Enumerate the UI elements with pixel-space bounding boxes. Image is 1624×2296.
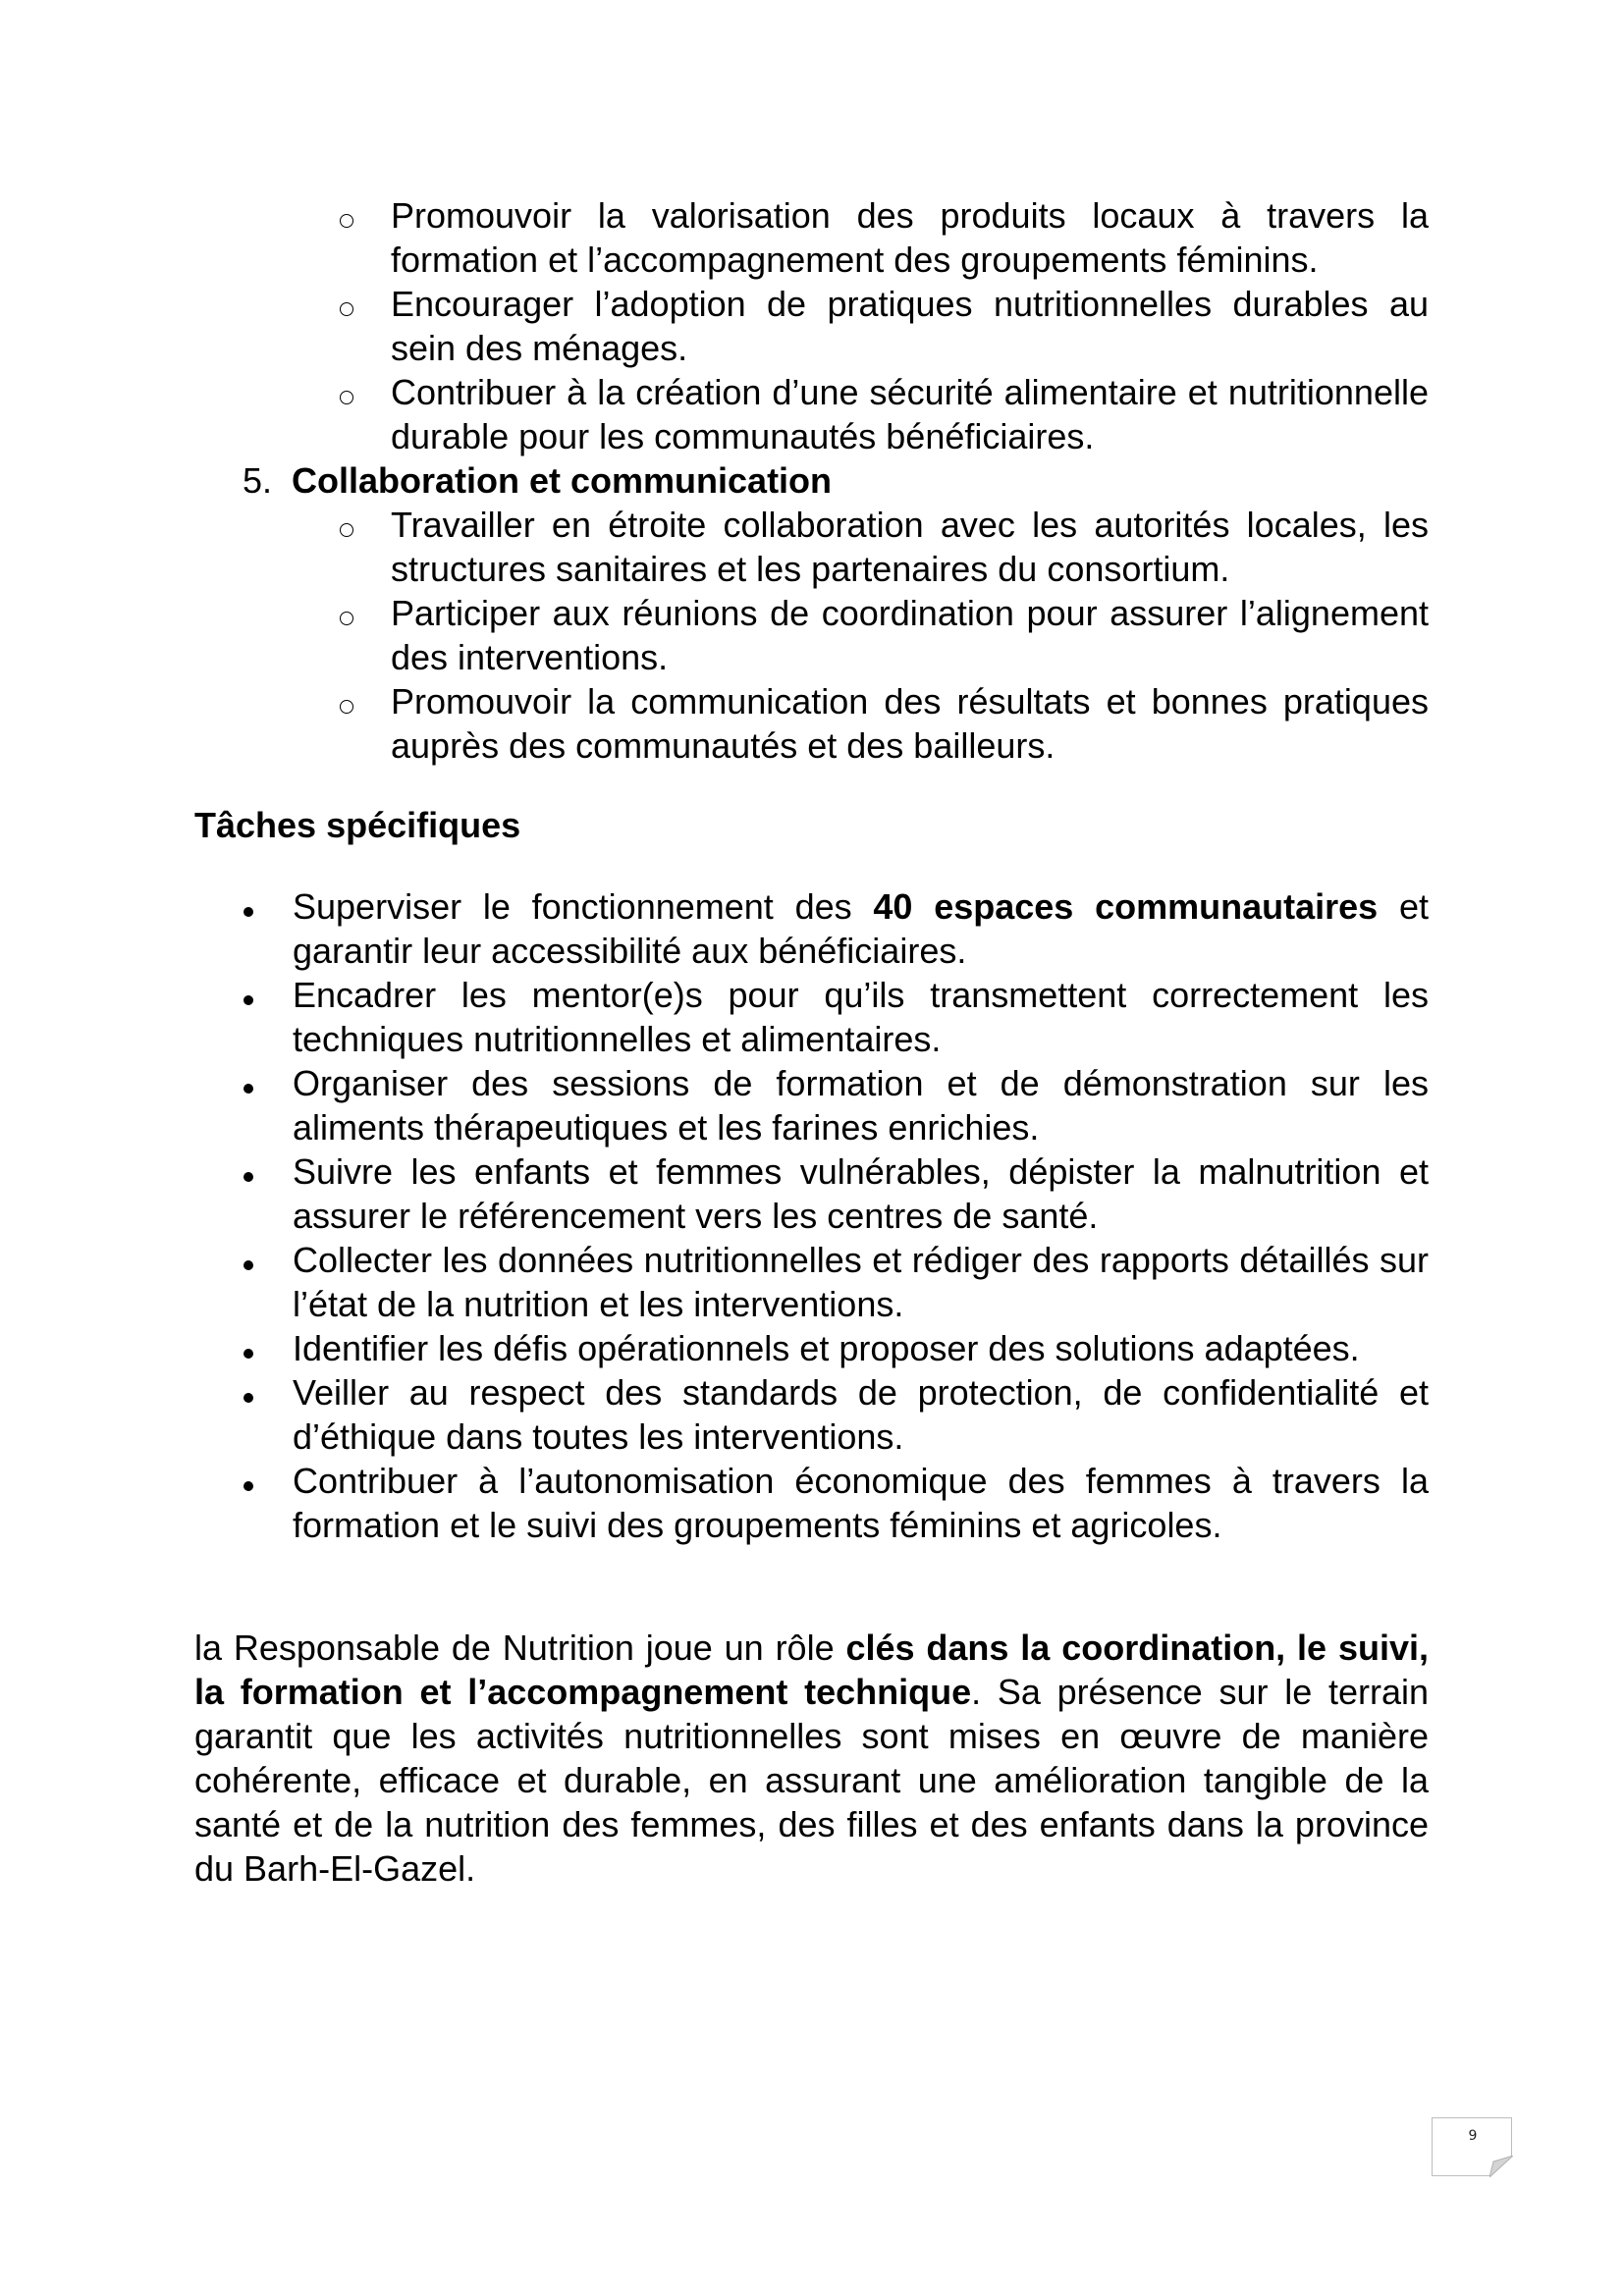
page-number: 9 [1468,2128,1478,2144]
section-title: Collaboration et communication [292,460,833,501]
task-item: Suivre les enfants et femmes vulnérables, dépister la malnutrition et assurer le référencement vers les centres de santé. [293,1149,1429,1238]
task-item: Veiller au respect des standards de protection, de confidentialité et d’éthique dans toutes les interventions. [293,1370,1429,1459]
bold-highlight: clés dans la coordination, le suivi, la formation et l’accompagnement technique [194,1628,1429,1712]
task-item: Organiser des sessions de formation et de démonstration sur les aliments thérapeutiques et les farines enrichies. [293,1061,1429,1149]
filled-dot-bullet-icon [244,1326,263,1370]
hollow-circle-bullet-icon [340,503,359,547]
tasks-list [293,884,1429,1547]
tasks-heading: Tâches spécifiques [194,805,521,845]
sub-list-item: Promouvoir la valorisation des produits locaux à travers la formation et l’accompagnement des groupements féminins. [391,193,1429,282]
sub-list-item: Encourager l’adoption de pratiques nutritionnelles durables au sein des ménages. [391,282,1429,370]
page-number-box [1432,2117,1512,2176]
filled-dot-bullet-icon [244,1149,263,1194]
filled-dot-bullet-icon [244,1370,263,1415]
task-item: Identifier les défis opérationnels et proposer des solutions adaptées. [293,1326,1429,1370]
hollow-circle-bullet-icon [340,282,359,326]
task-item: Collecter les données nutritionnelles et rédiger des rapports détaillés sur l’état de la nutrition et les interventions. [293,1238,1429,1326]
conclusion-paragraph: la Responsable de Nutrition joue un rôle clés dans la coordination, le suivi, la formation et l’accompagnement technique. Sa présence sur le terrain garantit que les activités nutritionnelles sont mises en œuvre de manière cohérente, efficace et durable, en assurant une amélioration tangible de la santé et de la nutrition des femmes, des filles et des enfants dans la province du Barh-El-Gazel. [194,1628,1429,1889]
sub-list-item: Contribuer à la création d’une sécurité alimentaire et nutritionnelle durable pour les communautés bénéficiaires. [391,370,1429,458]
section-4-sub-list [391,193,1429,458]
filled-dot-bullet-icon [244,1061,263,1105]
task-item: Superviser le fonctionnement des 40 espaces communautaires et garantir leur accessibilité aux bénéficiaires. [293,884,1429,973]
bold-highlight: 40 espaces communautaires [873,886,1379,927]
hollow-circle-bullet-icon [340,370,359,414]
filled-dot-bullet-icon [244,1459,263,1503]
hollow-circle-bullet-icon [340,193,359,238]
sub-list-item: Promouvoir la communication des résultats et bonnes pratiques auprès des communautés et des bailleurs. [391,679,1429,768]
filled-dot-bullet-icon [244,973,263,1017]
sub-list-item: Travailler en étroite collaboration avec les autorités locales, les structures sanitaires et les partenaires du consortium. [391,503,1429,591]
filled-dot-bullet-icon [244,1238,263,1282]
hollow-circle-bullet-icon [340,679,359,723]
task-item: Contribuer à l’autonomisation économique des femmes à travers la formation et le suivi des groupements féminins et agricoles. [293,1459,1429,1547]
hollow-circle-bullet-icon [340,591,359,635]
folded-corner-icon [1489,2156,1513,2177]
sub-list-item: Participer aux réunions de coordination pour assurer l’alignement des interventions. [391,591,1429,679]
section-5-sub-list [391,503,1429,768]
filled-dot-bullet-icon [244,884,263,929]
section-5-heading [243,458,1429,503]
task-item: Encadrer les mentor(e)s pour qu’ils transmettent correctement les techniques nutritionnelles et alimentaires. [293,973,1429,1061]
section-number: 5. [243,460,273,501]
